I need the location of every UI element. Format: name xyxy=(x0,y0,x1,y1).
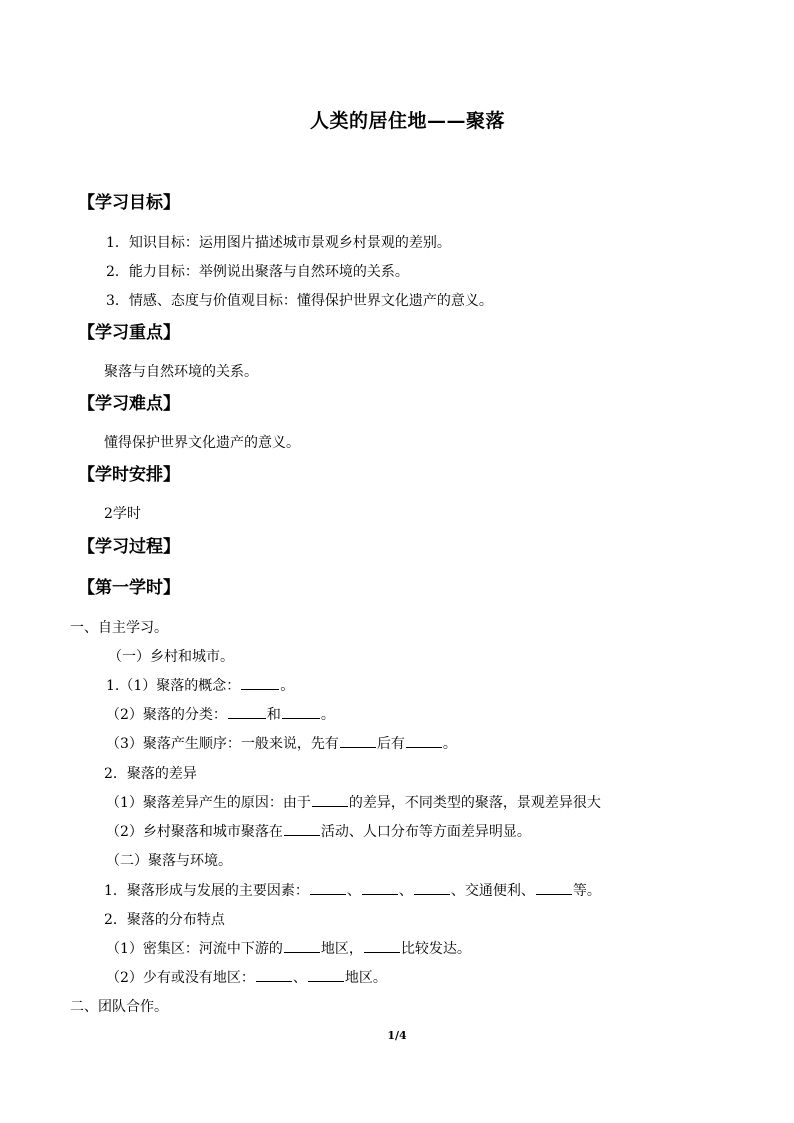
q1-1: 1.（1）聚落的概念： 。 xyxy=(106,675,294,695)
q4-title: 2．聚落的分布特点 xyxy=(104,912,225,928)
difficulties-text: 懂得保护世界文化遗产的意义。 xyxy=(104,435,300,451)
answer-blank xyxy=(282,704,320,719)
self-study-title: 一、自主学习。 xyxy=(70,620,168,636)
q3: 1．聚落形成与发展的主要因素： 、 、 、交通便利、 等。 xyxy=(104,880,601,900)
objective-3: 3．情感、态度与价值观目标：懂得保护世界文化遗产的意义。 xyxy=(106,293,493,309)
team-title: 二、团队合作。 xyxy=(70,999,168,1015)
objective-2: 2．能力目标：举例说出聚落与自然环境的关系。 xyxy=(106,264,409,280)
answer-blank xyxy=(364,938,400,953)
schedule-text: 2学时 xyxy=(104,506,141,522)
answer-blank xyxy=(308,967,344,982)
part2-title: （二）聚落与环境。 xyxy=(106,853,232,869)
key-points-text: 聚落与自然环境的关系。 xyxy=(104,364,258,380)
heading-schedule: 【学时安排】 xyxy=(78,465,180,485)
q4-1: （1）密集区：河流中下游的 地区， 比较发达。 xyxy=(106,938,471,958)
answer-blank xyxy=(312,792,348,807)
answer-blank xyxy=(284,821,320,836)
objective-1: 1．知识目标：运用图片描述城市景观乡村景观的差别。 xyxy=(106,235,451,251)
answer-blank xyxy=(406,733,442,748)
answer-blank xyxy=(228,704,266,719)
heading-first-lesson: 【第一学时】 xyxy=(78,578,180,598)
answer-blank xyxy=(340,733,376,748)
answer-blank xyxy=(414,880,450,895)
answer-blank xyxy=(362,880,398,895)
answer-blank xyxy=(256,967,292,982)
q2-1: （1）聚落差异产生的原因：由于 的差异，不同类型的聚落，景观差异很大 xyxy=(106,792,601,812)
q2-2: （2）乡村聚落和城市聚落在 活动、人口分布等方面差异明显。 xyxy=(106,821,531,841)
answer-blank xyxy=(310,880,346,895)
heading-process: 【学习过程】 xyxy=(78,537,180,557)
heading-key-points: 【学习重点】 xyxy=(78,323,180,343)
page-title: 人类的居住地——聚落 xyxy=(310,110,506,132)
part1-title: （一）乡村和城市。 xyxy=(108,649,234,665)
page-number: 1/4 xyxy=(387,1029,407,1042)
q1-3: （3）聚落产生顺序：一般来说，先有 后有 。 xyxy=(106,733,457,753)
answer-blank xyxy=(241,675,279,690)
heading-difficulties: 【学习难点】 xyxy=(78,394,180,414)
q4-2: （2）少有或没有地区： 、 地区。 xyxy=(106,967,387,987)
heading-objectives: 【学习目标】 xyxy=(78,193,180,213)
answer-blank xyxy=(536,880,572,895)
q1-2: （2）聚落的分类： 和 。 xyxy=(106,704,335,724)
q2-title: 2．聚落的差异 xyxy=(104,766,197,782)
answer-blank xyxy=(284,938,320,953)
